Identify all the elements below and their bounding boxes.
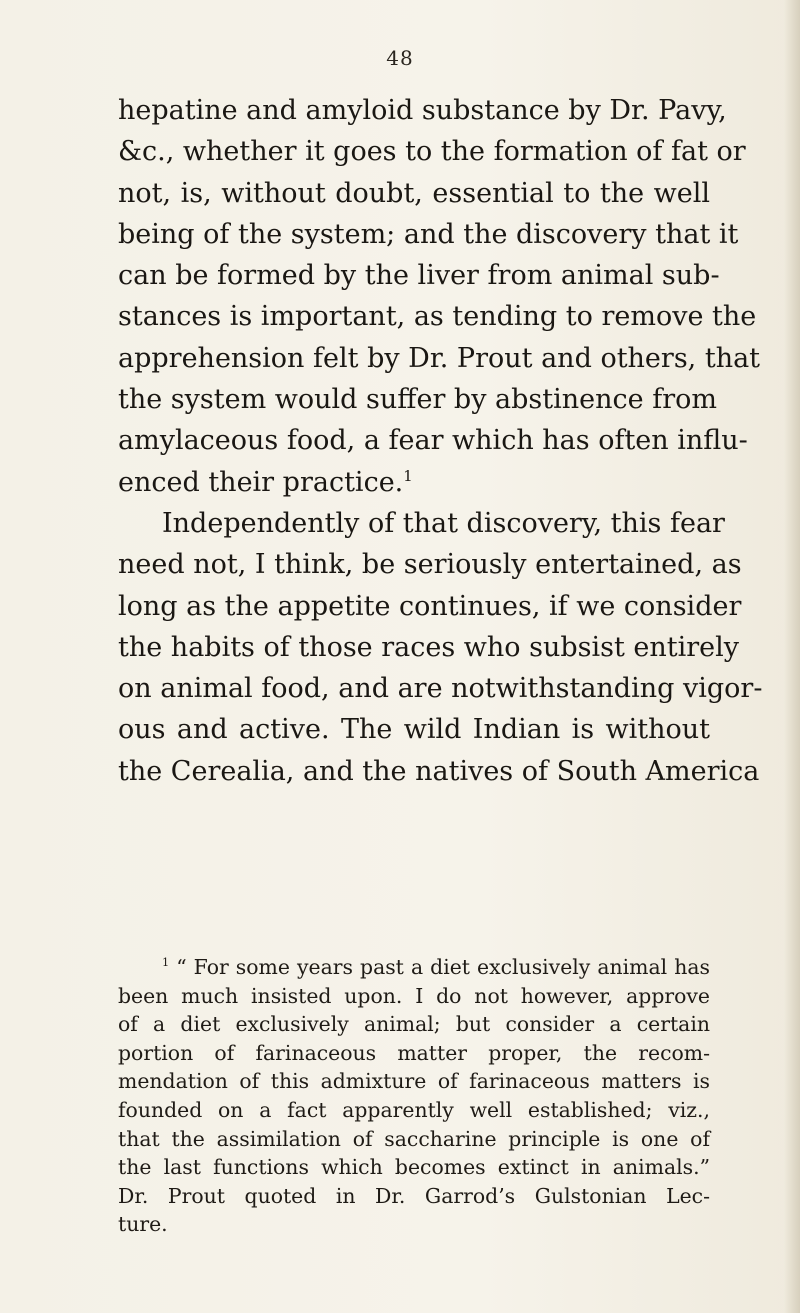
text-line: being of the system; and the discovery that it xyxy=(118,218,739,250)
text-line: the Cerealia, and the natives of South America xyxy=(118,755,760,787)
text-line: can be formed by the liver from animal sub- xyxy=(118,260,720,292)
text-line: not, is, without doubt, essential to the well xyxy=(118,177,710,209)
text-line-content: enced their practice. xyxy=(118,466,404,498)
footnote-line: of a diet exclusively animal; but consider a certain xyxy=(118,1012,710,1037)
text-line: apprehension felt by Dr. Prout and others, that xyxy=(118,342,761,374)
footnote-line: ture. xyxy=(118,1212,168,1237)
text-line xyxy=(118,462,710,503)
footnote-line: the last functions which becomes extinct in animals.” xyxy=(118,1155,710,1180)
text-line: amylaceous food, a fear which has often influ- xyxy=(118,425,748,457)
text-line: stances is important, as tending to remove the xyxy=(118,301,757,333)
footnote-line: that the assimilation of saccharine principle is one of xyxy=(118,1126,710,1151)
text-line: ous and active. The wild Indian is without xyxy=(118,714,710,746)
footnote-marker: 1 xyxy=(162,956,170,970)
footnote-reference: 1 xyxy=(403,466,413,485)
text-line: hepatine and amyloid substance by Dr. Pavy, xyxy=(118,95,727,126)
text-line: the habits of those races who subsist entirely xyxy=(118,631,740,663)
text-line: the system would suffer by abstinence from xyxy=(118,384,717,416)
page-number: 48 xyxy=(386,46,414,70)
page-edge-shadow xyxy=(784,0,800,1313)
footnote-line: founded on a fact apparently well established; viz., xyxy=(118,1097,710,1122)
main-text xyxy=(118,90,763,792)
footnote-line: portion of farinaceous matter proper, the recom- xyxy=(118,1040,710,1065)
text-line: on animal food, and are notwithstanding vigor- xyxy=(118,673,763,705)
footnote-line: mendation of this admixture of farinaceous matters is xyxy=(118,1069,710,1094)
footnote-line-content: “ For some years past a diet exclusively animal has xyxy=(176,955,710,979)
text-line: Independently of that discovery, this fear xyxy=(162,507,725,539)
footnote xyxy=(118,953,710,1239)
text-line: &c., whether it goes to the formation of fat or xyxy=(118,136,746,168)
footnote-line xyxy=(118,953,710,982)
footnote-line: Dr. Prout quoted in Dr. Garrod’s Gulstonian Lec- xyxy=(118,1183,710,1208)
text-line: long as the appetite continues, if we consider xyxy=(118,590,742,622)
text-line: need not, I think, be seriously entertained, as xyxy=(118,549,742,581)
footnote-line: been much insisted upon. I do not however, approve xyxy=(118,983,710,1008)
